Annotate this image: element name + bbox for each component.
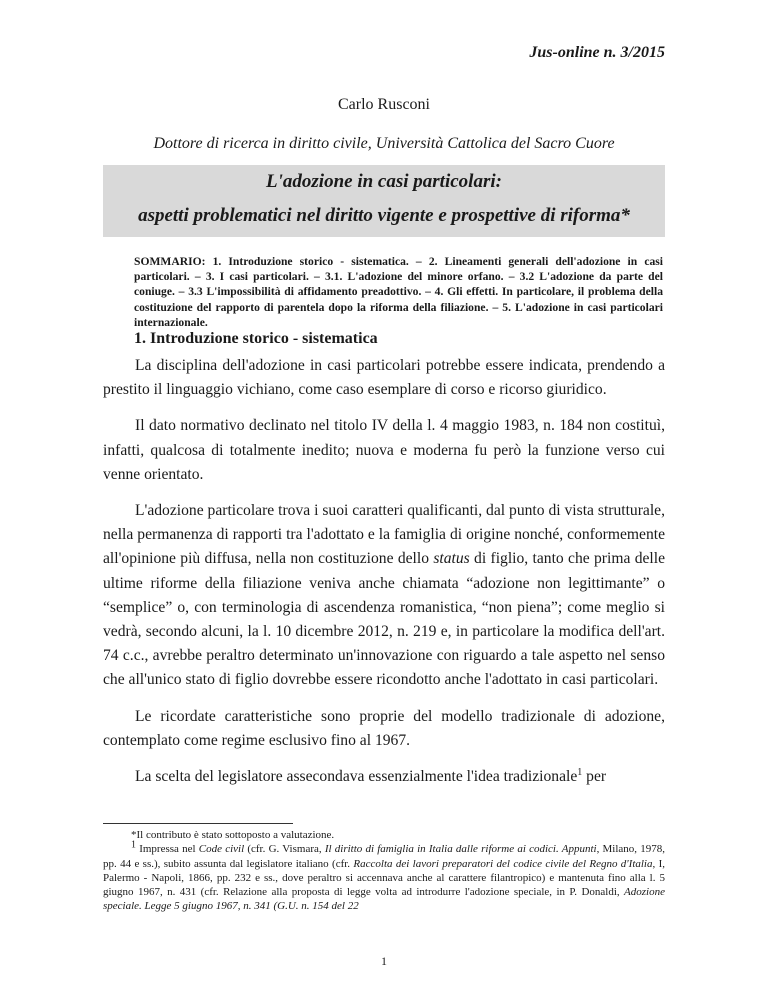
- paragraph: Le ricordate caratteristiche sono proprie del modello tradizionale di adozione, contemplato come regime esclusivo fino al 1967.: [103, 707, 665, 749]
- paragraph: Il dato normativo declinato nel titolo IV della l. 4 maggio 1983, n. 184 non costituì, infatti, qualcosa di totalmente inedito; nuova e moderna fu però la funzione verso cui venne orientato.: [103, 417, 665, 483]
- paragraph: La disciplina dell'adozione in casi particolari potrebbe essere indicata, prendendo a prestito il linguaggio vichiano, come caso esemplare di corso e ricorso giuridico.: [103, 357, 665, 399]
- paragraph-text: di figlio, tanto che prima delle ultime riforme della filiazione veniva anche chiamata “adozione non legittimante” o “semplice” o, con terminologia di ascendenza romanistica, “non piena”; come meglio si vedrà, secondo alcuni, la l. 10 dicembre 2012, n. 219 e, in particolare la modifica dell'art. 74 c.c., avrebbe peraltro determinato un'innovazione con riguardo a tale aspetto nel senso che all'unico stato di figlio dovrebbe essere ricondotto anche l'adottato in casi particolari.: [103, 550, 666, 689]
- footnote-italic: Adozione speciale. Legge 5 giugno 1967, n. 341 (G.U. n. 154 del 22: [103, 886, 665, 913]
- paragraph: [103, 765, 665, 789]
- footnotes: [103, 828, 665, 914]
- body-text: [103, 354, 665, 801]
- footnote-text: , I, Palermo - Napoli, 1866, pp. 232 e ss., dove peraltro si accennava anche al carattere filantropico) e mantenuta fino alla l. 5 giugno 1967, n. 431 (cfr. Relazione alla proposta di legge volta ad introdurre l'adozione speciale, in P. Donaldi,: [103, 857, 665, 899]
- footnote-separator: [103, 823, 293, 824]
- footnote-italic: Code civil: [198, 843, 245, 856]
- paragraph-text: L'adozione particolare trova i suoi caratteri qualificanti, dal punto di vista strutturale, nella permanenza di rapporti tra l'adottato e la famiglia di origine nonché, conformemente all'opinione più diffusa, nella non costituzione dello: [103, 502, 665, 568]
- footnote-number: 1: [131, 839, 136, 851]
- paragraph-text: per: [582, 768, 607, 786]
- paragraph-text: La scelta del legislatore assecondava essenzialmente l'idea tradizionale: [135, 768, 578, 786]
- footnote-text: , Milano, 1978, pp. 44 e ss.), subito assunta dal legislatore italiano (cfr.: [103, 843, 666, 870]
- footnote-text: (cfr. G. Vismara,: [244, 843, 325, 856]
- section-heading: 1. Introduzione storico - sistematica: [134, 330, 378, 347]
- title-line-1: L'adozione in casi particolari:: [266, 171, 502, 192]
- author-affiliation: Dottore di ricerca in diritto civile, Università Cattolica del Sacro Cuore: [153, 135, 615, 152]
- footnote-1: [103, 839, 666, 913]
- footnote-text: Impressa nel: [136, 843, 199, 856]
- footnote-italic: Il diritto di famiglia in Italia dalle riforme ai codici. Appunti: [324, 843, 597, 856]
- footnote-italic: Raccolta dei lavori preparatori del codice civile del Regno d'Italia: [353, 857, 653, 870]
- page-number: 1: [381, 954, 387, 968]
- title-box: [103, 165, 665, 237]
- author-name: Carlo Rusconi: [338, 96, 430, 113]
- title-line-2: aspetti problematici nel diritto vigente e prospettive di riforma*: [138, 205, 630, 226]
- journal-header: Jus-online n. 3/2015: [529, 44, 665, 61]
- status-term: status: [433, 550, 470, 568]
- paragraph: [103, 499, 665, 693]
- footnote-marker: 1: [577, 766, 583, 778]
- summary: SOMMARIO: 1. Introduzione storico - sistematica. – 2. Lineamenti generali dell'adozione in casi particolari. – 3. I casi particolari. – 3.1. L'adozione del minore orfano. – 3.2 L'adozione da parte del coniuge. – 3.3 L'impossibilità di affidamento preadottivo. – 4. Gli effetti. In particolare, il problema della costituzione del rapporto di parentela dopo la riforma della filiazione. – 5. L'adozione in casi particolari internazionale.: [134, 255, 663, 329]
- footnote-star: *Il contributo è stato sottoposto a valutazione.: [131, 829, 335, 841]
